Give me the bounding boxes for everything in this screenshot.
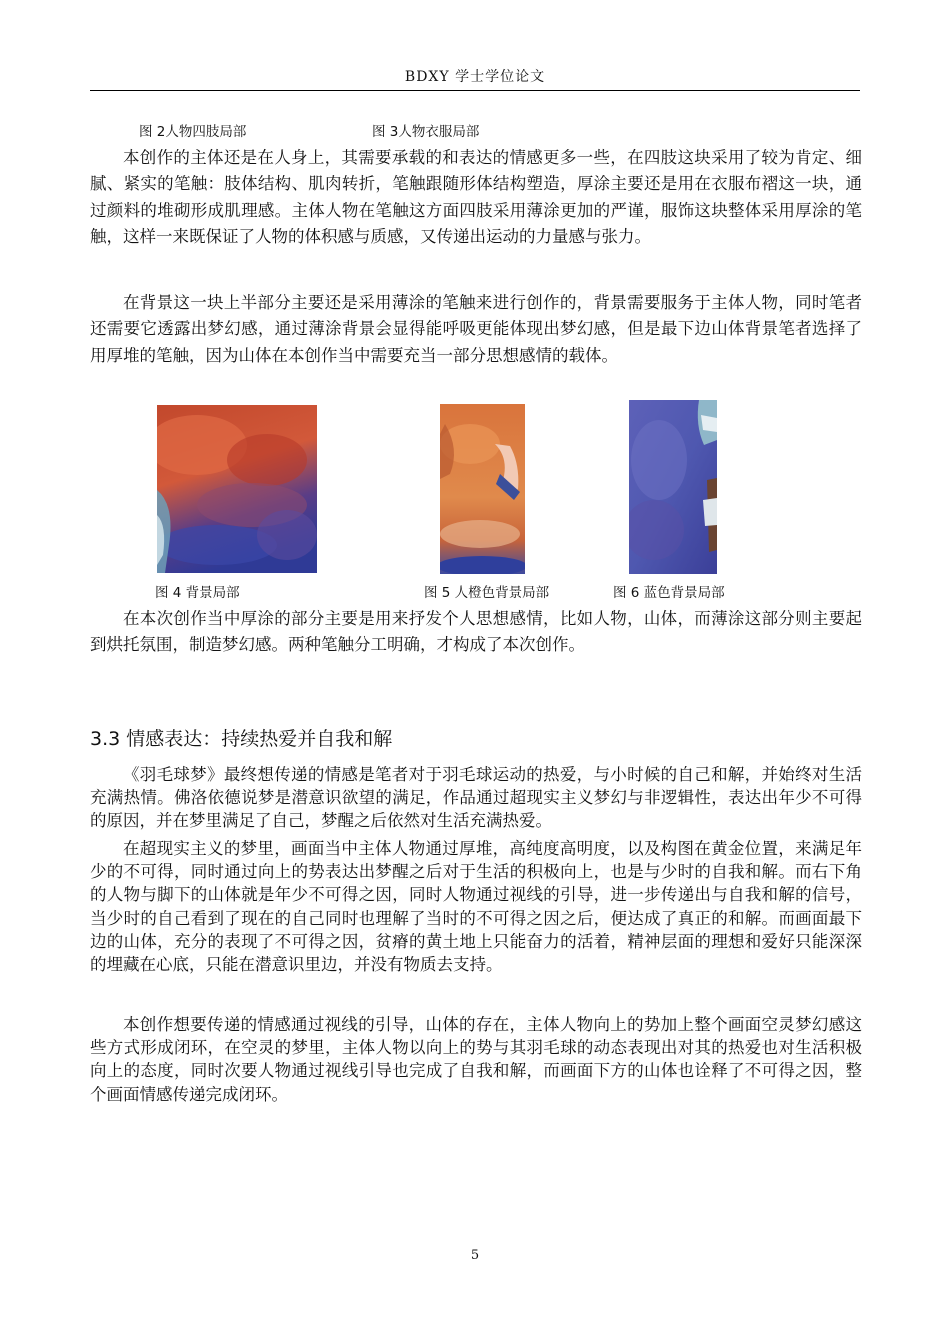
body-paragraph: 《羽毛球梦》最终想传递的情感是笔者对于羽毛球运动的热爱，与小时候的自己和解，并始终对生活充满热情。佛洛依德说梦是潜意识欲望的满足，作品通过超现实主义梦幻与非逻辑性，表达出年少不可得的原因，并在梦里满足了自己，梦醒之后依然对生活充满热爱。 xyxy=(90,765,862,831)
body-paragraph: 在背景这一块上半部分主要还是采用薄涂的笔触来进行创作的，背景需要服务于主体人物，同时笔者还需要它透露出梦幻感，通过薄涂背景会显得能呼吸更能体现出梦幻感，但是最下边山体背景笔者选择了用厚堆的笔触，因为山体在本创作当中需要充当一部分思想感情的载体。 xyxy=(90,293,862,365)
figure-5-painting xyxy=(440,404,525,574)
figure-2-caption: 图 2人物四肢局部 xyxy=(139,124,247,140)
figure-5-caption: 图 5 人橙色背景局部 xyxy=(424,585,550,601)
figure-3-caption: 图 3人物衣服局部 xyxy=(372,124,480,140)
page-number: 5 xyxy=(470,1248,480,1263)
figure-4-painting xyxy=(157,405,317,573)
body-paragraph: 在本次创作当中厚涂的部分主要是用来抒发个人思想感情，比如人物，山体，而薄涂这部分则主要起到烘托氛围，制造梦幻感。两种笔触分工明确，才构成了本次创作。 xyxy=(90,609,862,655)
running-header: BDXY 学士学位论文 xyxy=(404,69,546,85)
body-paragraph: 本创作想要传递的情感通过视线的引导，山体的存在，主体人物向上的势加上整个画面空灵梦幻感这些方式形成闭环，在空灵的梦里，主体人物以向上的势与其羽毛球的动态表现出对其的热爱也对生活积极向上的态度，同时次要人物通过视线引导也完成了自我和解，而画面下方的山体也诠释了不可得之因，整个画面情感传递完成闭环。 xyxy=(90,1015,862,1104)
figure-4-caption: 图 4 背景局部 xyxy=(155,585,240,601)
section-heading: 3.3 情感表达：持续热爱并自我和解 xyxy=(90,728,393,750)
body-paragraph: 本创作的主体还是在人身上，其需要承载的和表达的情感更多一些，在四肢这块采用了较为肯定、细腻、紧实的笔触：肢体结构、肌肉转折，笔触跟随形体结构塑造，厚涂主要还是用在衣服布褶这一块，通过颜料的堆砌形成肌理感。主体人物在笔触这方面四肢采用薄涂更加的严谨，服饰这块整体采用厚涂的笔触，这样一来既保证了人物的体积感与质感，又传递出运动的力量感与张力。 xyxy=(90,148,862,247)
header-rule xyxy=(90,90,860,91)
body-paragraph: 在超现实主义的梦里，画面当中主体人物通过厚堆，高纯度高明度，以及构图在黄金位置，来满足年少的不可得，同时通过向上的势表达出梦醒之后对于生活的积极向上，也是与少时的自我和解。而右下角的人物与脚下的山体就是年少不可得之因，同时人物通过视线的引导，进一步传递出与自我和解的信号，当少时的自己看到了现在的自己同时也理解了当时的不可得之因之后，便达成了真正的和解。而画面最下边的山体，充分的表现了不可得之因，贫瘠的黄土地上只能奋力的活着，精神层面的理想和爱好只能深深的埋藏在心底，只能在潜意识里边，并没有物质去支持。 xyxy=(90,839,862,975)
figure-6-caption: 图 6 蓝色背景局部 xyxy=(613,585,725,601)
figure-6-painting xyxy=(629,400,717,574)
